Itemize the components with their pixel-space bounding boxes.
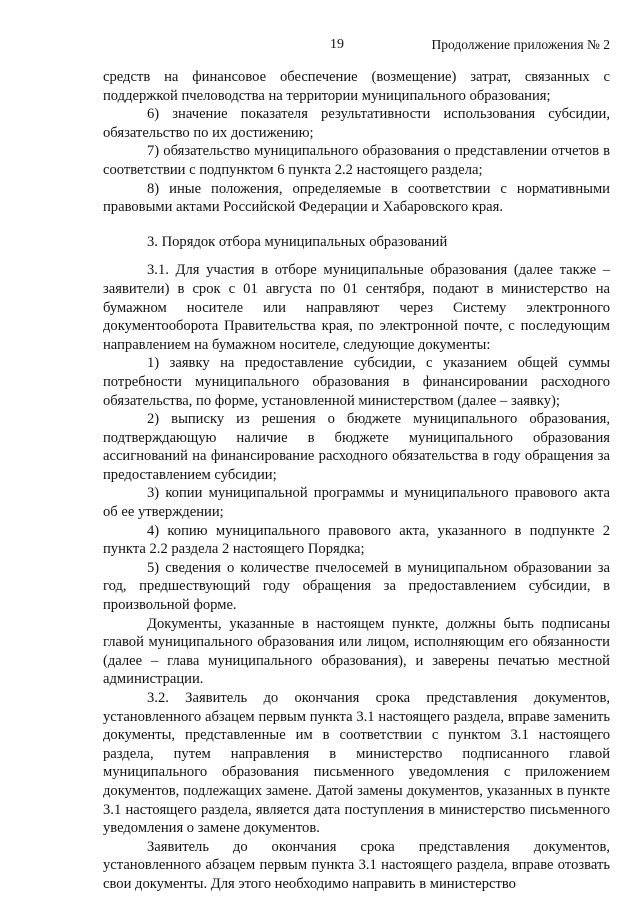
paragraph: средств на финансовое обеспечение (возмещение) затрат, связанных с поддержкой пчеловодства на территории муниципального образования; <box>103 69 610 104</box>
continuation-label: Продолжение приложения № 2 <box>431 37 610 52</box>
paragraph: 6) значение показателя результативности использования субсидии, обязательство по их достижению; <box>103 106 610 141</box>
paragraph: Заявитель до окончания срока представления документов, установленного абзацем первым пункта 3.1 настоящего раздела, вправе отозвать свои документы. Для этого необходимо направить в министерство <box>103 838 610 892</box>
paragraph: 7) обязательство муниципального образования о представлении отчетов в соответствии с подпунктом 6 пункта 2.2 настоящего раздела; <box>103 143 610 178</box>
paragraph: 2) выписку из решения о бюджете муниципального образования, подтверждающую наличие в бюджете муниципального образования ассигнований на финансирование расходного обязательства в году обращения за предоставлением субсидии; <box>103 411 610 483</box>
paragraph: Документы, указанные в настоящем пункте, должны быть подписаны главой муниципального образования или лицом, исполняющим его обязанности (далее – глава муниципального образования), и заверены печатью местной администрации. <box>103 615 610 688</box>
page-number: 19 <box>330 37 344 52</box>
paragraph: 8) иные положения, определяемые в соответствии с нормативными правовыми актами Российской Федерации и Хабаровского края. <box>103 180 610 216</box>
paragraph: 4) копию муниципального правового акта, указанного в подпункте 2 пункта 2.2 раздела 2 настоящего Порядка; <box>103 522 610 558</box>
paragraph: 3.1. Для участия в отборе муниципальные образования (далее также – заявители) в срок с 01 августа по 01 сентября, подают в министерство на бумажном носителе или направляют через Систему электронного документооборота Правительства края, по электронной почте, с последующим направлением на бумажном носителе, следующие документы: <box>103 262 610 353</box>
paragraph: 3) копии муниципальной программы и муниципального правового акта об ее утверждении; <box>103 485 610 521</box>
paragraph: 5) сведения о количестве пчелосемей в муниципальном образовании за год, предшествующий году обращения за предоставлением субсидии, в произвольной форме. <box>103 559 610 614</box>
document-body <box>103 68 610 894</box>
paragraph: 3.2. Заявитель до окончания срока представления документов, установленного абзацем первым пункта 3.1 настоящего раздела, вправе заменить документы, представленные им в соответствии с пунктом 3.1 настоящего раздела, путем направления в министерство подписанного главой муниципального образования письменного уведомления с приложением документов, подлежащих замене. Датой замены документов, указанных в пункте 3.1 настоящего раздела, является дата поступления в министерство письменного уведомления о замене документов. <box>103 690 610 837</box>
section-heading: 3. Порядок отбора муниципальных образований <box>147 233 448 250</box>
paragraph: 1) заявку на предоставление субсидии, с указанием общей суммы потребности муниципального образования в финансировании расходного обязательства, по форме, установленной министерством (далее – заявку); <box>103 355 610 409</box>
